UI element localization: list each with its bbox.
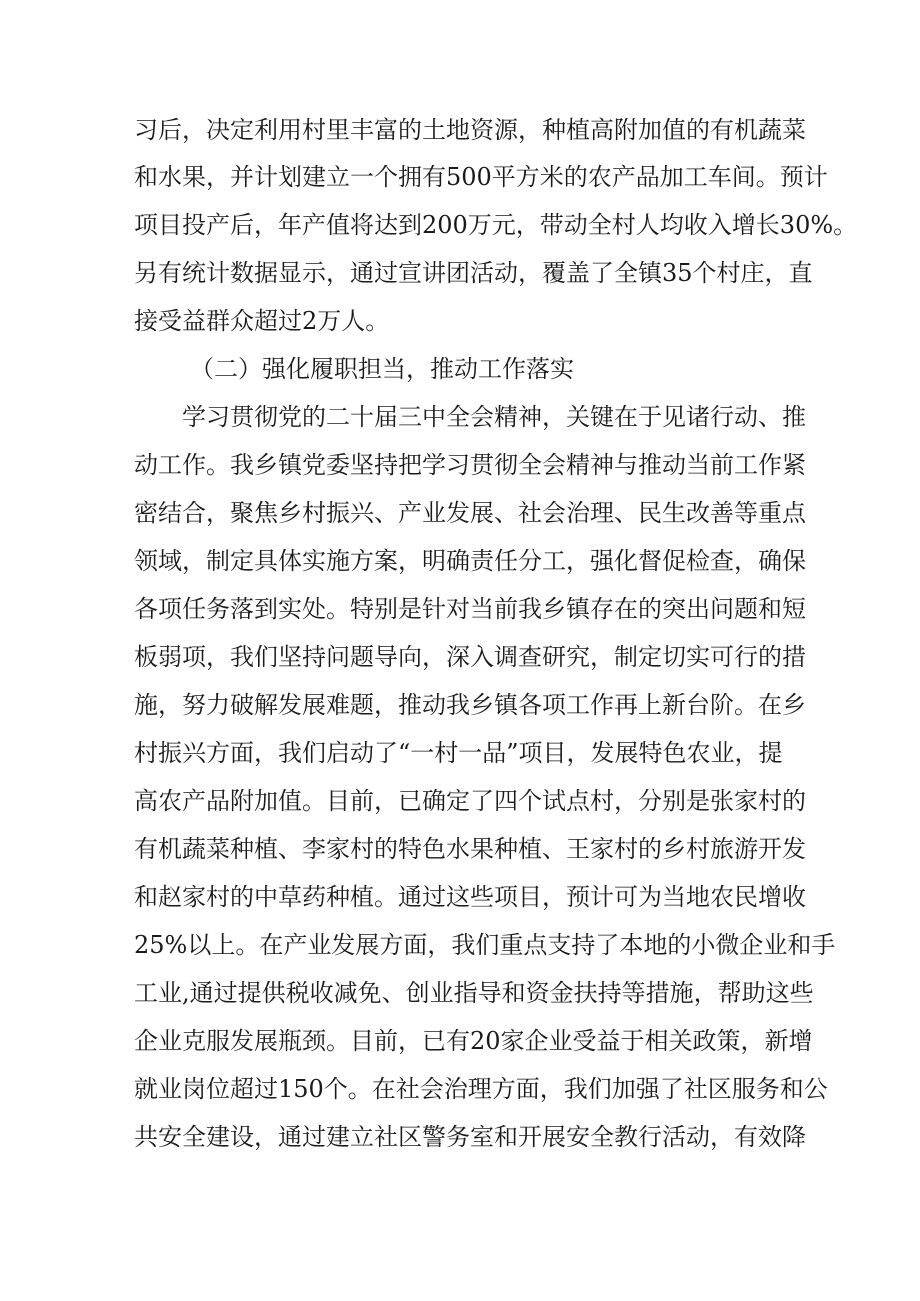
- paragraph-line: 村振兴方面，我们启动了“一村一品”项目，发展特色农业，提: [134, 739, 783, 767]
- paragraph-line: 和赵家村的中草药种植。通过这些项目，预计可为当地农民增收: [134, 883, 806, 911]
- paragraph-line: 板弱项，我们坚持问题导向，深入调查研究，制定切实可行的措: [134, 643, 806, 671]
- paragraph-line: 另有统计数据显示，通过宣讲团活动，覆盖了全镇35个村庄，直: [134, 259, 813, 287]
- section-heading: （二）强化履职担当，推动工作落实: [190, 355, 574, 383]
- paragraph-line: 施，努力破解发展难题，推动我乡镇各项工作再上新台阶。在乡: [134, 691, 806, 719]
- paragraph-line: 工业,通过提供税收减免、创业指导和资金扶持等措施，帮助这些: [134, 979, 814, 1007]
- paragraph-line: 各项任务落到实处。特别是针对当前我乡镇存在的突出问题和短: [134, 595, 806, 623]
- paragraph-line: 和水果，并计划建立一个拥有500平方米的农产品加工车间。预计: [134, 163, 828, 191]
- paragraph-line: 学习贯彻党的二十届三中全会精神，关键在于见诸行动、推: [182, 403, 806, 431]
- paragraph-line: 25%以上。在产业发展方面，我们重点支持了本地的小微企业和手: [134, 931, 836, 959]
- paragraph-line: 高农产品附加值。目前，已确定了四个试点村，分别是张家村的: [134, 787, 806, 815]
- paragraph-line: 项目投产后，年产值将达到200万元，带动全村人均收入增长30%。: [134, 211, 858, 239]
- paragraph-line: 接受益群众超过2万人。: [134, 307, 390, 335]
- paragraph-line: 密结合，聚焦乡村振兴、产业发展、社会治理、民生改善等重点: [134, 499, 806, 527]
- paragraph-line: 动工作。我乡镇党委坚持把学习贯彻全会精神与推动当前工作紧: [134, 451, 806, 479]
- paragraph-line: 就业岗位超过150个。在社会治理方面，我们加强了社区服务和公: [134, 1075, 828, 1103]
- paragraph-line: 有机蔬菜种植、李家村的特色水果种植、王家村的乡村旅游开发: [134, 835, 806, 863]
- paragraph-line: 企业克服发展瓶颈。目前，已有20家企业受益于相关政策，新增: [134, 1027, 813, 1055]
- paragraph-line: 共安全建设，通过建立社区警务室和开展安全教行活动，有效降: [134, 1123, 806, 1151]
- paragraph-line: 领域，制定具体实施方案，明确责任分工，强化督促检查，确保: [134, 547, 806, 575]
- paragraph-line: 习后，决定利用村里丰富的土地资源，种植高附加值的有机蔬菜: [134, 116, 806, 144]
